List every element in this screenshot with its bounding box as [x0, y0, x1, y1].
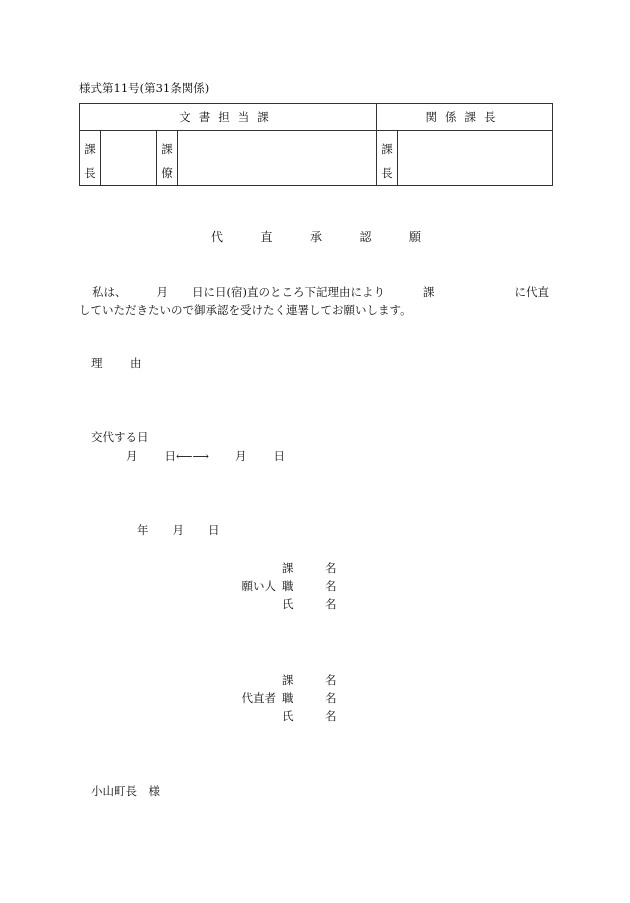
substitute-text: に代直: [514, 285, 549, 299]
reason-label: 理 由: [91, 356, 150, 370]
swap-day-label: 交代する日: [91, 430, 149, 444]
reason-intro-text: 日に日(宿)直のところ下記理由により: [192, 285, 385, 299]
document-section-header: 文書担当課: [80, 104, 377, 131]
request-paragraph: [79, 283, 549, 319]
application-date: 年 月 日: [137, 523, 220, 537]
applicant-signature-block: [228, 559, 347, 613]
section-staff-label: 課 僚: [157, 131, 178, 186]
substitute-role-label: 代直者: [241, 691, 276, 705]
applicant-section-field: 課 名: [282, 561, 347, 575]
subject-text: 私は、: [92, 285, 127, 299]
substitute-section-field: 課 名: [282, 673, 347, 687]
addressee: 小山町長 様: [91, 784, 160, 798]
request-line-2: していただきたいので御承認を受けたく連署してお願いします。: [79, 303, 412, 317]
related-chief-label: 課 長: [377, 131, 398, 186]
applicant-title-field: 職 名: [282, 579, 347, 593]
swap-date-range: 月 日⟵⟶ 月 日: [126, 449, 285, 463]
related-chief-stamp-box[interactable]: [398, 131, 553, 186]
substitute-name-field: 氏 名: [282, 709, 347, 723]
substitute-title-field: 職 名: [282, 691, 347, 705]
month-text: 月: [156, 285, 168, 299]
form-title: 代 直 承 認 願: [211, 230, 421, 244]
approval-stamp-table: [79, 103, 553, 186]
section-chief-label: 課 長: [80, 131, 101, 186]
related-section-chief-header: 関係課長: [377, 104, 553, 131]
form-number: 様式第11号(第31条関係): [79, 81, 210, 95]
applicant-role-label: 願い人: [241, 579, 276, 593]
substitute-signature-block: [228, 671, 347, 725]
request-line-1: [79, 283, 549, 301]
section-staff-stamp-box[interactable]: [178, 131, 377, 186]
section-chief-stamp-box[interactable]: [101, 131, 157, 186]
section-text: 課: [422, 285, 435, 299]
applicant-name-field: 氏 名: [282, 597, 347, 611]
